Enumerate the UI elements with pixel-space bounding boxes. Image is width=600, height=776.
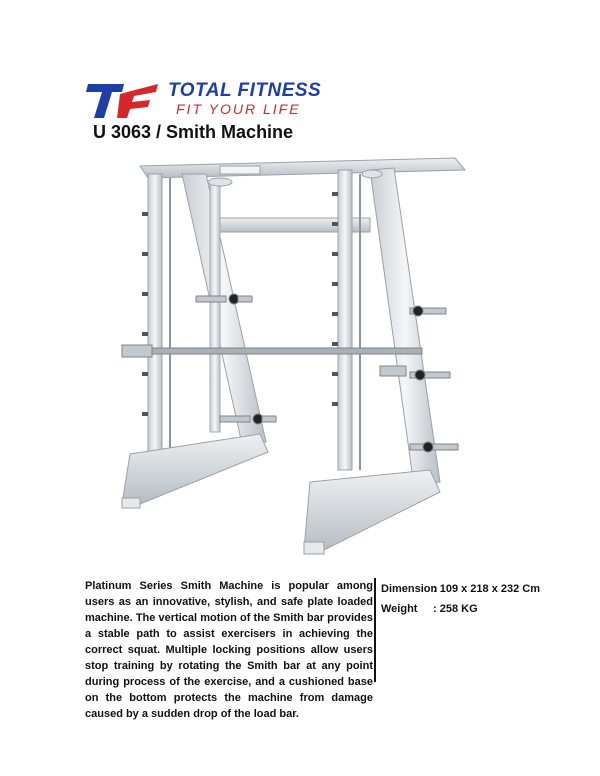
spec-row-dimension — [381, 583, 540, 595]
smith-machine-image — [110, 152, 482, 560]
spec-label: Dimension — [381, 583, 438, 595]
spec-divider — [374, 578, 376, 682]
spec-label: Weight — [381, 603, 418, 615]
product-description: Platinum Series Smith Machine is popular among users as an innovative, stylish, and safe plate loaded machine. The vertical motion of the Smith bar provides a stable path to assist exercisers in achieving the correct squat. Multiple locking positions allow users stop training by rotating the Smith bar at any point during process of the exercise, and a cushioned base on the bottom protects the machine from damage caused by a sudden drop of the load bar. — [85, 580, 373, 720]
spec-list — [381, 583, 540, 623]
tf-logo-icon — [84, 80, 164, 120]
spec-value: : 258 KG — [433, 603, 478, 615]
brand-tagline: FIT YOUR LIFE — [176, 101, 301, 117]
product-title: U 3063 / Smith Machine — [93, 122, 294, 142]
spec-row-weight — [381, 603, 540, 615]
brand-name: TOTAL FITNESS — [168, 80, 322, 101]
spec-value: : 109 x 218 x 232 Cm — [433, 583, 541, 595]
